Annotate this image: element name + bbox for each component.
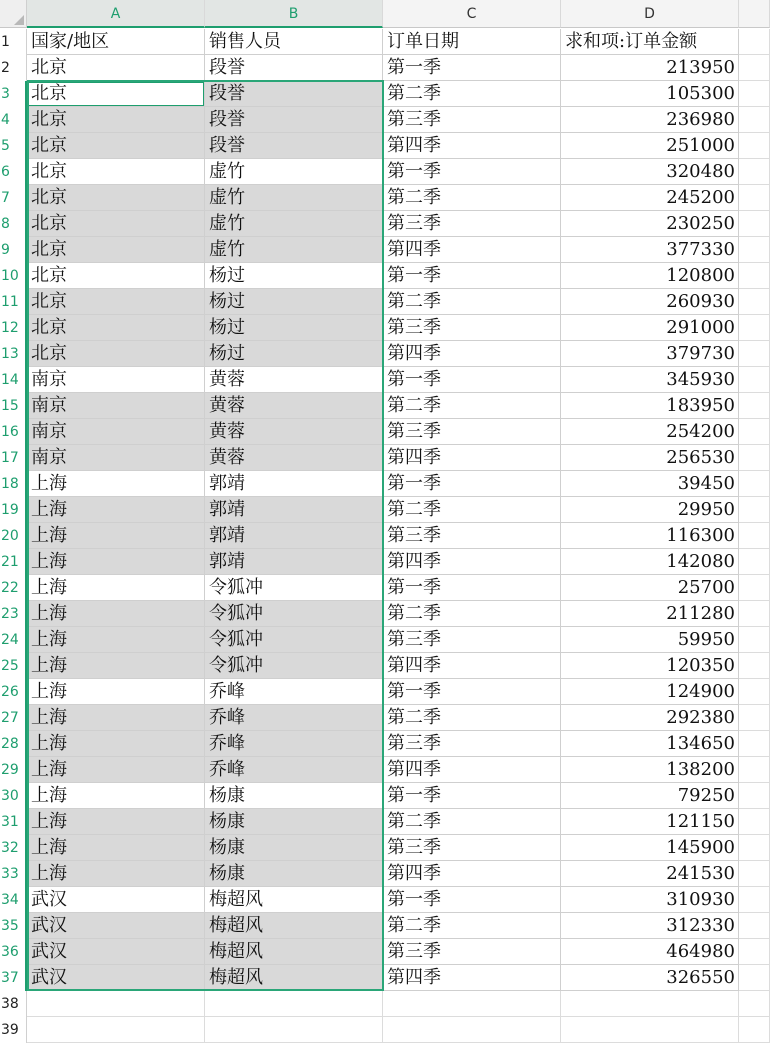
cell-b8[interactable]: 虚竹 [205,211,383,237]
cell-e14[interactable] [739,367,770,393]
cell-e31[interactable] [739,809,770,835]
row-header-23[interactable]: 23 [0,601,27,627]
cell-a31[interactable]: 上海 [27,809,205,835]
cell-c15[interactable]: 第二季 [383,393,561,419]
row-header-25[interactable]: 25 [0,653,27,679]
row-header-33[interactable]: 33 [0,861,27,887]
cell-a12[interactable]: 北京 [27,315,205,341]
cell-c36[interactable]: 第三季 [383,939,561,965]
cell-d10[interactable]: 120800 [561,263,739,289]
row-header-26[interactable]: 26 [0,679,27,705]
cell-c28[interactable]: 第三季 [383,731,561,757]
cell-c33[interactable]: 第四季 [383,861,561,887]
header-cell-d[interactable]: 求和项:订单金额 [561,29,739,55]
header-cell-b[interactable]: 销售人员 [205,29,383,55]
cell-a22[interactable]: 上海 [27,575,205,601]
row-header-28[interactable]: 28 [0,731,27,757]
cell-d3[interactable]: 105300 [561,81,739,107]
cell-d20[interactable]: 116300 [561,523,739,549]
row-header-7[interactable]: 7 [0,185,27,211]
cell-e30[interactable] [739,783,770,809]
cell-d34[interactable]: 310930 [561,887,739,913]
cell-e5[interactable] [739,133,770,159]
cell-c26[interactable]: 第一季 [383,679,561,705]
cell-b10[interactable]: 杨过 [205,263,383,289]
cell-c17[interactable]: 第四季 [383,445,561,471]
cell-e24[interactable] [739,627,770,653]
cell-b9[interactable]: 虚竹 [205,237,383,263]
cell-c9[interactable]: 第四季 [383,237,561,263]
cell-b3[interactable]: 段誉 [205,81,383,107]
cell-c10[interactable]: 第一季 [383,263,561,289]
cell-e6[interactable] [739,159,770,185]
cell-a19[interactable]: 上海 [27,497,205,523]
cell-b13[interactable]: 杨过 [205,341,383,367]
header-cell-c[interactable]: 订单日期 [383,29,561,55]
cell-a20[interactable]: 上海 [27,523,205,549]
cell-b6[interactable]: 虚竹 [205,159,383,185]
cell-d22[interactable]: 25700 [561,575,739,601]
cell-e22[interactable] [739,575,770,601]
cell-a29[interactable]: 上海 [27,757,205,783]
row-header-1[interactable]: 1 [0,29,27,55]
cell-d38[interactable] [561,991,739,1017]
cell-c6[interactable]: 第一季 [383,159,561,185]
cell-d25[interactable]: 120350 [561,653,739,679]
cell-d30[interactable]: 79250 [561,783,739,809]
cell-d23[interactable]: 211280 [561,601,739,627]
row-header-14[interactable]: 14 [0,367,27,393]
cell-c5[interactable]: 第四季 [383,133,561,159]
row-header-9[interactable]: 9 [0,237,27,263]
cell-a8[interactable]: 北京 [27,211,205,237]
cell-c14[interactable]: 第一季 [383,367,561,393]
row-header-15[interactable]: 15 [0,393,27,419]
cell-b37[interactable]: 梅超风 [205,965,383,991]
column-header-d[interactable]: D [561,0,739,28]
row-header-31[interactable]: 31 [0,809,27,835]
cell-b18[interactable]: 郭靖 [205,471,383,497]
cell-d33[interactable]: 241530 [561,861,739,887]
cell-a16[interactable]: 南京 [27,419,205,445]
cell-a18[interactable]: 上海 [27,471,205,497]
cell-b11[interactable]: 杨过 [205,289,383,315]
row-header-19[interactable]: 19 [0,497,27,523]
row-header-35[interactable]: 35 [0,913,27,939]
cell-b32[interactable]: 杨康 [205,835,383,861]
cell-e32[interactable] [739,835,770,861]
cell-b38[interactable] [205,991,383,1017]
cell-b27[interactable]: 乔峰 [205,705,383,731]
cell-d19[interactable]: 29950 [561,497,739,523]
cell-e25[interactable] [739,653,770,679]
cell-c32[interactable]: 第三季 [383,835,561,861]
cell-a26[interactable]: 上海 [27,679,205,705]
cell-c2[interactable]: 第一季 [383,55,561,81]
cell-a25[interactable]: 上海 [27,653,205,679]
cell-b25[interactable]: 令狐冲 [205,653,383,679]
cell-a10[interactable]: 北京 [27,263,205,289]
cell-c23[interactable]: 第二季 [383,601,561,627]
cell-d26[interactable]: 124900 [561,679,739,705]
cell-c19[interactable]: 第二季 [383,497,561,523]
cell-a13[interactable]: 北京 [27,341,205,367]
cell-a33[interactable]: 上海 [27,861,205,887]
cell-d9[interactable]: 377330 [561,237,739,263]
column-header-a[interactable]: A [27,0,205,28]
column-header-e[interactable] [739,0,770,28]
cell-c37[interactable]: 第四季 [383,965,561,991]
cell-e21[interactable] [739,549,770,575]
cell-b34[interactable]: 梅超风 [205,887,383,913]
cell-e20[interactable] [739,523,770,549]
row-header-38[interactable]: 38 [0,991,27,1017]
cell-b35[interactable]: 梅超风 [205,913,383,939]
cell-b2[interactable]: 段誉 [205,55,383,81]
cell-b14[interactable]: 黄蓉 [205,367,383,393]
cell-c29[interactable]: 第四季 [383,757,561,783]
cell-d7[interactable]: 245200 [561,185,739,211]
cell-e13[interactable] [739,341,770,367]
cell-d14[interactable]: 345930 [561,367,739,393]
cell-c39[interactable] [383,1017,561,1043]
cell-e9[interactable] [739,237,770,263]
cell-d24[interactable]: 59950 [561,627,739,653]
cell-e11[interactable] [739,289,770,315]
cell-b28[interactable]: 乔峰 [205,731,383,757]
cell-d8[interactable]: 230250 [561,211,739,237]
cell-e12[interactable] [739,315,770,341]
cell-a3[interactable]: 北京 [27,81,205,107]
cell-a11[interactable]: 北京 [27,289,205,315]
row-header-17[interactable]: 17 [0,445,27,471]
cell-e28[interactable] [739,731,770,757]
row-header-24[interactable]: 24 [0,627,27,653]
row-header-37[interactable]: 37 [0,965,27,991]
row-header-27[interactable]: 27 [0,705,27,731]
cell-d4[interactable]: 236980 [561,107,739,133]
cell-d32[interactable]: 145900 [561,835,739,861]
row-header-10[interactable]: 10 [0,263,27,289]
cell-d12[interactable]: 291000 [561,315,739,341]
cell-a32[interactable]: 上海 [27,835,205,861]
cell-c31[interactable]: 第二季 [383,809,561,835]
header-cell-a[interactable]: 国家/地区 [27,29,205,55]
row-header-11[interactable]: 11 [0,289,27,315]
cell-b5[interactable]: 段誉 [205,133,383,159]
cell-e33[interactable] [739,861,770,887]
cell-e36[interactable] [739,939,770,965]
cell-d29[interactable]: 138200 [561,757,739,783]
cell-c16[interactable]: 第三季 [383,419,561,445]
cell-a4[interactable]: 北京 [27,107,205,133]
cell-d5[interactable]: 251000 [561,133,739,159]
cell-c7[interactable]: 第二季 [383,185,561,211]
cell-a35[interactable]: 武汉 [27,913,205,939]
cell-b7[interactable]: 虚竹 [205,185,383,211]
row-header-13[interactable]: 13 [0,341,27,367]
cell-e27[interactable] [739,705,770,731]
cell-b15[interactable]: 黄蓉 [205,393,383,419]
cell-b22[interactable]: 令狐冲 [205,575,383,601]
cell-d21[interactable]: 142080 [561,549,739,575]
cell-e1[interactable] [739,29,770,55]
cell-d18[interactable]: 39450 [561,471,739,497]
row-header-3[interactable]: 3 [0,81,27,107]
cell-c34[interactable]: 第一季 [383,887,561,913]
cell-c4[interactable]: 第三季 [383,107,561,133]
cell-c18[interactable]: 第一季 [383,471,561,497]
cell-e34[interactable] [739,887,770,913]
cell-b4[interactable]: 段誉 [205,107,383,133]
cell-e15[interactable] [739,393,770,419]
cell-c22[interactable]: 第一季 [383,575,561,601]
row-header-8[interactable]: 8 [0,211,27,237]
cell-b16[interactable]: 黄蓉 [205,419,383,445]
cell-e29[interactable] [739,757,770,783]
cell-b21[interactable]: 郭靖 [205,549,383,575]
column-header-c[interactable]: C [383,0,561,28]
cell-d15[interactable]: 183950 [561,393,739,419]
cell-e39[interactable] [739,1017,770,1043]
cell-d35[interactable]: 312330 [561,913,739,939]
row-header-6[interactable]: 6 [0,159,27,185]
cell-c27[interactable]: 第二季 [383,705,561,731]
row-header-12[interactable]: 12 [0,315,27,341]
row-header-32[interactable]: 32 [0,835,27,861]
cell-e26[interactable] [739,679,770,705]
cell-c21[interactable]: 第四季 [383,549,561,575]
cell-e35[interactable] [739,913,770,939]
cell-d37[interactable]: 326550 [561,965,739,991]
cell-c12[interactable]: 第三季 [383,315,561,341]
cell-a17[interactable]: 南京 [27,445,205,471]
cell-e18[interactable] [739,471,770,497]
cell-e19[interactable] [739,497,770,523]
cell-b23[interactable]: 令狐冲 [205,601,383,627]
cell-b39[interactable] [205,1017,383,1043]
cell-a2[interactable]: 北京 [27,55,205,81]
cell-d39[interactable] [561,1017,739,1043]
row-header-22[interactable]: 22 [0,575,27,601]
cell-c25[interactable]: 第四季 [383,653,561,679]
cell-a27[interactable]: 上海 [27,705,205,731]
cell-d31[interactable]: 121150 [561,809,739,835]
cell-d2[interactable]: 213950 [561,55,739,81]
row-header-20[interactable]: 20 [0,523,27,549]
cell-e16[interactable] [739,419,770,445]
cell-b19[interactable]: 郭靖 [205,497,383,523]
select-all-corner[interactable] [0,0,27,28]
cell-a34[interactable]: 武汉 [27,887,205,913]
cell-b33[interactable]: 杨康 [205,861,383,887]
cell-d27[interactable]: 292380 [561,705,739,731]
cell-e2[interactable] [739,55,770,81]
row-header-30[interactable]: 30 [0,783,27,809]
row-header-21[interactable]: 21 [0,549,27,575]
cell-b24[interactable]: 令狐冲 [205,627,383,653]
cell-e3[interactable] [739,81,770,107]
cell-c24[interactable]: 第三季 [383,627,561,653]
cell-b17[interactable]: 黄蓉 [205,445,383,471]
cell-d13[interactable]: 379730 [561,341,739,367]
cell-d16[interactable]: 254200 [561,419,739,445]
row-header-4[interactable]: 4 [0,107,27,133]
cell-a38[interactable] [27,991,205,1017]
cell-b26[interactable]: 乔峰 [205,679,383,705]
cell-b20[interactable]: 郭靖 [205,523,383,549]
cell-c20[interactable]: 第三季 [383,523,561,549]
cell-a36[interactable]: 武汉 [27,939,205,965]
cell-a21[interactable]: 上海 [27,549,205,575]
cell-a37[interactable]: 武汉 [27,965,205,991]
cell-d36[interactable]: 464980 [561,939,739,965]
cell-c38[interactable] [383,991,561,1017]
cell-e17[interactable] [739,445,770,471]
row-header-2[interactable]: 2 [0,55,27,81]
cell-a7[interactable]: 北京 [27,185,205,211]
row-header-39[interactable]: 39 [0,1017,27,1043]
row-header-36[interactable]: 36 [0,939,27,965]
cell-a30[interactable]: 上海 [27,783,205,809]
cell-e38[interactable] [739,991,770,1017]
cell-c13[interactable]: 第四季 [383,341,561,367]
cell-a6[interactable]: 北京 [27,159,205,185]
cell-c30[interactable]: 第一季 [383,783,561,809]
cell-e7[interactable] [739,185,770,211]
cell-d28[interactable]: 134650 [561,731,739,757]
cell-b29[interactable]: 乔峰 [205,757,383,783]
cell-d17[interactable]: 256530 [561,445,739,471]
cell-e37[interactable] [739,965,770,991]
cell-b30[interactable]: 杨康 [205,783,383,809]
cell-a5[interactable]: 北京 [27,133,205,159]
cell-b36[interactable]: 梅超风 [205,939,383,965]
cell-e23[interactable] [739,601,770,627]
cell-e8[interactable] [739,211,770,237]
cell-c8[interactable]: 第三季 [383,211,561,237]
cell-a23[interactable]: 上海 [27,601,205,627]
cell-a39[interactable] [27,1017,205,1043]
cell-a24[interactable]: 上海 [27,627,205,653]
cell-e10[interactable] [739,263,770,289]
row-header-16[interactable]: 16 [0,419,27,445]
cell-c11[interactable]: 第二季 [383,289,561,315]
row-header-18[interactable]: 18 [0,471,27,497]
cell-a14[interactable]: 南京 [27,367,205,393]
cell-a9[interactable]: 北京 [27,237,205,263]
cell-a15[interactable]: 南京 [27,393,205,419]
cell-a28[interactable]: 上海 [27,731,205,757]
cell-b12[interactable]: 杨过 [205,315,383,341]
cell-e4[interactable] [739,107,770,133]
column-header-b[interactable]: B [205,0,383,28]
row-header-5[interactable]: 5 [0,133,27,159]
row-header-34[interactable]: 34 [0,887,27,913]
row-header-29[interactable]: 29 [0,757,27,783]
cell-c3[interactable]: 第二季 [383,81,561,107]
cell-d11[interactable]: 260930 [561,289,739,315]
cell-d6[interactable]: 320480 [561,159,739,185]
cell-c35[interactable]: 第二季 [383,913,561,939]
cell-b31[interactable]: 杨康 [205,809,383,835]
